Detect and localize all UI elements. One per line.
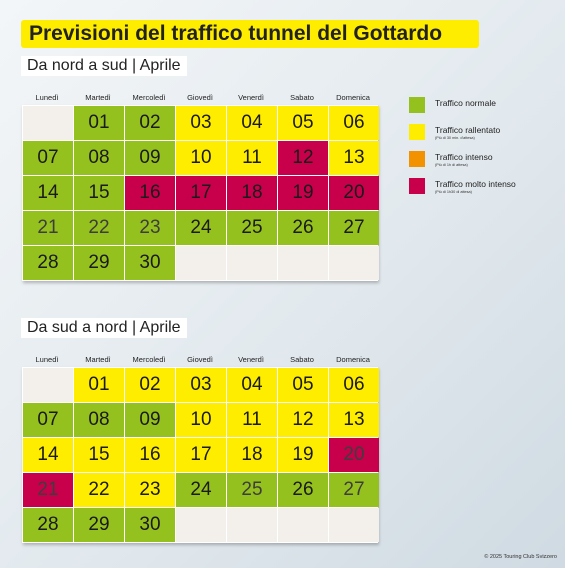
- empty-cell: [227, 508, 277, 542]
- day-cell: 28: [23, 508, 73, 542]
- day-cell: 23: [125, 473, 175, 507]
- day-cell: 14: [23, 438, 73, 472]
- day-cell: 25: [227, 473, 277, 507]
- day-cell: 26: [278, 211, 328, 245]
- day-cell: 29: [74, 246, 124, 280]
- day-cell: 22: [74, 211, 124, 245]
- legend-label: Traffico rallentato: [435, 125, 501, 135]
- legend-label: Traffico intenso: [435, 152, 493, 162]
- day-cell: 18: [227, 438, 277, 472]
- day-cell: 26: [278, 473, 328, 507]
- legend-item: [409, 97, 559, 124]
- day-cell: 17: [176, 438, 226, 472]
- day-cell: 27: [329, 473, 379, 507]
- legend-item: [409, 151, 559, 178]
- day-cell: 30: [125, 508, 175, 542]
- day-cell: 13: [329, 403, 379, 437]
- day-cell: 04: [227, 106, 277, 140]
- day-cell: 17: [176, 176, 226, 210]
- day-cell: 03: [176, 368, 226, 402]
- day-cell: 19: [278, 176, 328, 210]
- calendar-grid: [22, 367, 378, 543]
- day-cell: 01: [74, 106, 124, 140]
- day-cell: 11: [227, 141, 277, 175]
- day-cell: 16: [125, 438, 175, 472]
- weekday-header: Martedì: [85, 93, 111, 102]
- legend-swatch: [409, 124, 425, 140]
- day-cell: 09: [125, 141, 175, 175]
- day-cell: 24: [176, 211, 226, 245]
- calendar-north-south: [22, 91, 378, 281]
- empty-cell: [329, 508, 379, 542]
- day-cell: 15: [74, 176, 124, 210]
- weekday-headers: [22, 91, 378, 105]
- day-cell: 29: [74, 508, 124, 542]
- day-cell: 12: [278, 403, 328, 437]
- day-cell: 10: [176, 403, 226, 437]
- day-cell: 12: [278, 141, 328, 175]
- day-cell: 20: [329, 176, 379, 210]
- day-cell: 21: [23, 473, 73, 507]
- empty-cell: [278, 508, 328, 542]
- weekday-header: Giovedì: [187, 355, 213, 364]
- day-cell: 14: [23, 176, 73, 210]
- weekday-header: Sabato: [290, 355, 314, 364]
- calendar-south-north: [22, 353, 378, 543]
- calendar-subtitle-south-north: Da sud a nord | Aprile: [21, 318, 187, 338]
- legend-item: [409, 178, 559, 205]
- empty-cell: [278, 246, 328, 280]
- day-cell: 09: [125, 403, 175, 437]
- day-cell: 11: [227, 403, 277, 437]
- legend-note: (Più di 1h di attesa): [435, 163, 468, 167]
- legend-label: Traffico molto intenso: [435, 179, 516, 189]
- day-cell: 05: [278, 368, 328, 402]
- day-cell: 08: [74, 403, 124, 437]
- legend-swatch: [409, 151, 425, 167]
- day-cell: 13: [329, 141, 379, 175]
- day-cell: 03: [176, 106, 226, 140]
- day-cell: 20: [329, 438, 379, 472]
- day-cell: 05: [278, 106, 328, 140]
- day-cell: 25: [227, 211, 277, 245]
- empty-cell: [176, 508, 226, 542]
- calendar-grid: [22, 105, 378, 281]
- empty-cell: [176, 246, 226, 280]
- day-cell: 21: [23, 211, 73, 245]
- day-cell: 01: [74, 368, 124, 402]
- day-cell: 23: [125, 211, 175, 245]
- day-cell: 15: [74, 438, 124, 472]
- weekday-header: Lunedì: [35, 93, 59, 102]
- day-cell: 06: [329, 106, 379, 140]
- day-cell: 16: [125, 176, 175, 210]
- weekday-headers: [22, 353, 378, 367]
- weekday-header: Mercoledì: [132, 93, 166, 102]
- weekday-header: Domenica: [336, 355, 370, 364]
- weekday-header: Venerdì: [238, 355, 264, 364]
- weekday-header: Lunedì: [35, 355, 59, 364]
- day-cell: 06: [329, 368, 379, 402]
- day-cell: 27: [329, 211, 379, 245]
- weekday-header: Sabato: [290, 93, 314, 102]
- legend-note: (Più di 30 min. d'attesa): [435, 136, 475, 140]
- empty-cell: [23, 368, 73, 402]
- legend-swatch: [409, 97, 425, 113]
- day-cell: 19: [278, 438, 328, 472]
- weekday-header: Martedì: [85, 355, 111, 364]
- empty-cell: [23, 106, 73, 140]
- legend-swatch: [409, 178, 425, 194]
- day-cell: 10: [176, 141, 226, 175]
- empty-cell: [227, 246, 277, 280]
- legend-item: [409, 124, 559, 151]
- day-cell: 02: [125, 368, 175, 402]
- weekday-header: Domenica: [336, 93, 370, 102]
- weekday-header: Giovedì: [187, 93, 213, 102]
- day-cell: 07: [23, 403, 73, 437]
- weekday-header: Venerdì: [238, 93, 264, 102]
- day-cell: 24: [176, 473, 226, 507]
- day-cell: 30: [125, 246, 175, 280]
- copyright-notice: © 2025 Touring Club Svizzero: [484, 554, 557, 560]
- legend-label: Traffico normale: [435, 98, 496, 108]
- day-cell: 07: [23, 141, 73, 175]
- day-cell: 28: [23, 246, 73, 280]
- day-cell: 18: [227, 176, 277, 210]
- page-title: Previsioni del traffico tunnel del Gottardo: [21, 20, 479, 48]
- calendar-subtitle-north-south: Da nord a sud | Aprile: [21, 56, 187, 76]
- legend-note: (Più di 1h30 di attesa): [435, 190, 472, 194]
- day-cell: 22: [74, 473, 124, 507]
- empty-cell: [329, 246, 379, 280]
- day-cell: 08: [74, 141, 124, 175]
- legend: [409, 97, 559, 205]
- weekday-header: Mercoledì: [132, 355, 166, 364]
- day-cell: 04: [227, 368, 277, 402]
- day-cell: 02: [125, 106, 175, 140]
